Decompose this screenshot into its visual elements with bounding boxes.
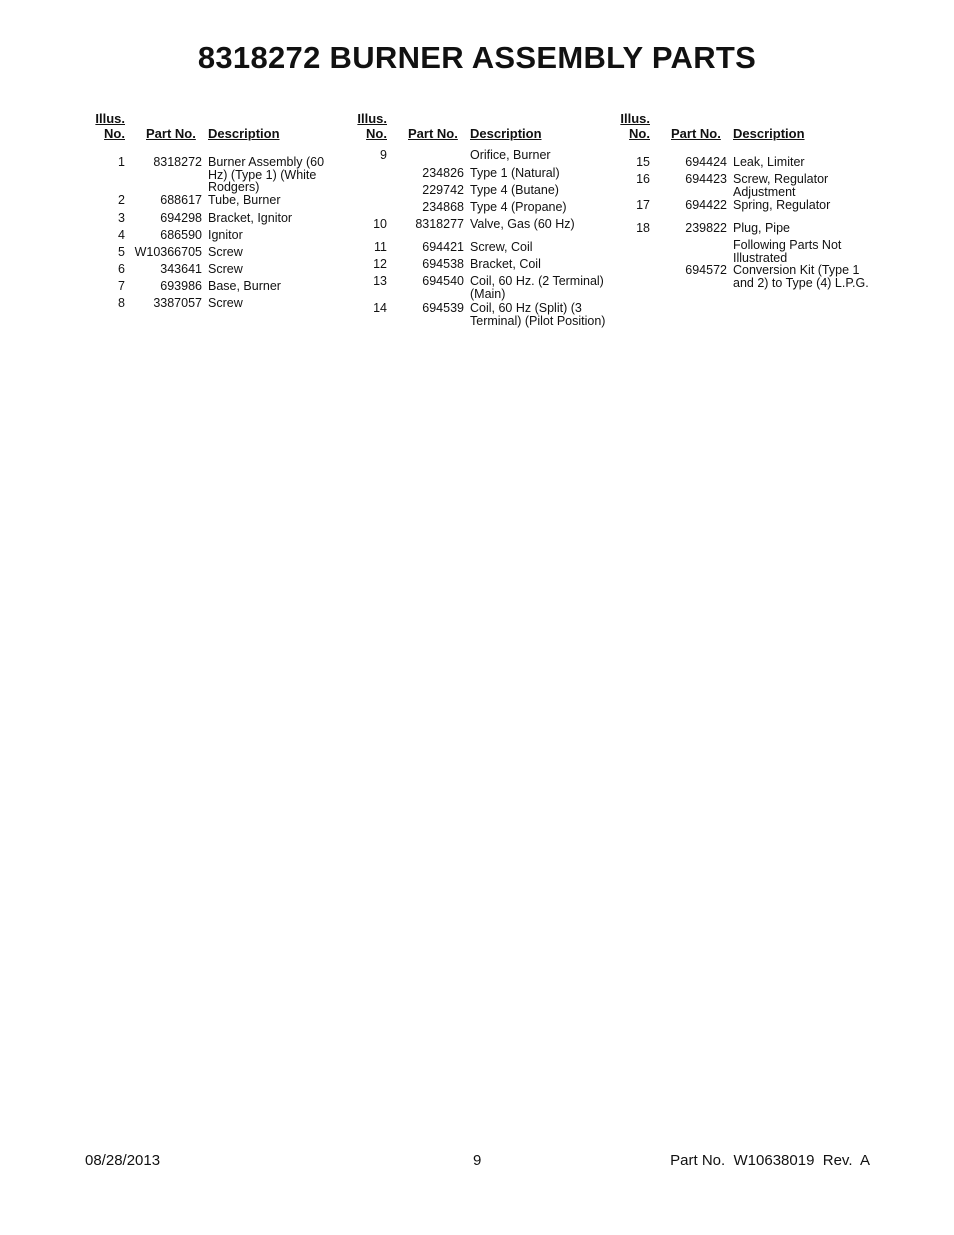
footer-page-number: 9 bbox=[473, 1152, 482, 1169]
part-description bbox=[470, 258, 604, 271]
header-illus-line2: No. bbox=[104, 126, 125, 141]
description-line: Type 4 (Propane) bbox=[470, 200, 567, 214]
part-description bbox=[208, 280, 342, 293]
description-line: Coil, 60 Hz. (2 Terminal) bbox=[470, 274, 604, 288]
part-number: 694540 bbox=[422, 274, 464, 288]
illus-number: 12 bbox=[373, 257, 387, 271]
part-description bbox=[208, 229, 342, 242]
part-description bbox=[733, 173, 867, 198]
description-line: Type 1 (Natural) bbox=[470, 166, 560, 180]
description-line: Conversion Kit (Type 1 bbox=[733, 263, 860, 277]
description-line: Leak, Limiter bbox=[733, 155, 805, 169]
description-line: Following Parts Not bbox=[733, 238, 842, 252]
part-description bbox=[470, 184, 604, 197]
part-number: 694538 bbox=[422, 257, 464, 271]
part-number: 688617 bbox=[160, 193, 202, 207]
description-line: Hz) (Type 1) (White bbox=[208, 167, 317, 182]
description-line: Terminal) (Pilot Position) bbox=[470, 313, 606, 328]
part-number: 693986 bbox=[160, 279, 202, 293]
description-line: Screw bbox=[208, 262, 243, 276]
part-description bbox=[470, 241, 604, 254]
illus-number: 7 bbox=[118, 279, 125, 293]
header-illus-line1: Illus. bbox=[357, 111, 387, 126]
description-line: (Main) bbox=[470, 286, 506, 301]
header-illus-no bbox=[92, 111, 125, 141]
part-number: 343641 bbox=[160, 262, 202, 276]
description-line: Screw, Regulator bbox=[733, 172, 829, 186]
header-illus-line1: Illus. bbox=[620, 111, 650, 126]
part-description bbox=[208, 246, 342, 259]
description-line: Coil, 60 Hz (Split) (3 bbox=[470, 301, 582, 315]
part-description bbox=[733, 239, 867, 264]
illus-number: 4 bbox=[118, 228, 125, 242]
illus-number: 11 bbox=[374, 240, 387, 254]
part-number: 694572 bbox=[685, 263, 727, 277]
part-description bbox=[470, 275, 604, 300]
part-number: 694422 bbox=[685, 198, 727, 212]
part-number: 694421 bbox=[422, 240, 464, 254]
illus-number: 16 bbox=[636, 172, 650, 186]
parts-column-3 bbox=[617, 111, 867, 341]
part-description bbox=[470, 201, 604, 214]
description-line: Screw bbox=[208, 296, 243, 310]
illus-number: 13 bbox=[373, 274, 387, 288]
illus-number: 15 bbox=[636, 155, 650, 169]
description-line: Screw bbox=[208, 245, 243, 259]
part-description bbox=[208, 212, 342, 225]
illus-number: 2 bbox=[118, 193, 125, 207]
part-description bbox=[470, 167, 604, 180]
header-illus-line2: No. bbox=[629, 126, 650, 141]
header-illus-line1: Illus. bbox=[95, 111, 125, 126]
description-line: Type 4 (Butane) bbox=[470, 183, 559, 197]
illus-number: 1 bbox=[118, 155, 125, 169]
description-line: Adjustment bbox=[733, 184, 796, 199]
part-number: 8318277 bbox=[415, 217, 464, 231]
parts-column-1 bbox=[92, 111, 342, 341]
header-description: Description bbox=[208, 126, 280, 141]
description-line: Orifice, Burner bbox=[470, 148, 551, 162]
part-description bbox=[733, 199, 867, 212]
header-part-no: Part No. bbox=[146, 126, 196, 141]
header-illus-no bbox=[354, 111, 387, 141]
description-line: Spring, Regulator bbox=[733, 198, 831, 212]
description-line: Screw, Coil bbox=[470, 240, 533, 254]
description-line: Base, Burner bbox=[208, 279, 281, 293]
part-number: 694539 bbox=[422, 301, 464, 315]
part-number: 694298 bbox=[160, 211, 202, 225]
illus-number: 3 bbox=[118, 211, 125, 225]
header-illus-line2: No. bbox=[366, 126, 387, 141]
part-number: W10366705 bbox=[134, 245, 202, 259]
page-title: 8318272 BURNER ASSEMBLY PARTS bbox=[197, 40, 757, 75]
part-number: 229742 bbox=[422, 183, 464, 197]
illus-number: 10 bbox=[373, 217, 387, 231]
description-line: Valve, Gas (60 Hz) bbox=[470, 217, 575, 231]
header-part-no: Part No. bbox=[408, 126, 458, 141]
illus-number: 17 bbox=[636, 198, 650, 212]
part-description bbox=[208, 297, 342, 310]
description-line: and 2) to Type (4) L.P.G. bbox=[733, 275, 869, 290]
part-number: 8318272 bbox=[153, 155, 202, 169]
description-line: Burner Assembly (60 bbox=[208, 155, 325, 169]
description-line: Rodgers) bbox=[208, 180, 260, 194]
parts-column-2 bbox=[354, 111, 604, 341]
description-line: Bracket, Coil bbox=[470, 257, 541, 271]
illus-number: 9 bbox=[380, 148, 387, 162]
illus-number: 6 bbox=[118, 262, 125, 276]
header-part-no: Part No. bbox=[671, 126, 721, 141]
footer-part-number: Part No. W10638019 Rev. A bbox=[670, 1152, 870, 1169]
part-number: 234868 bbox=[422, 200, 464, 214]
part-description bbox=[208, 263, 342, 276]
description-line: Plug, Pipe bbox=[733, 221, 790, 235]
part-description bbox=[470, 302, 604, 327]
part-number: 694424 bbox=[685, 155, 727, 169]
description-line: Tube, Burner bbox=[208, 193, 281, 207]
part-description bbox=[470, 149, 604, 162]
part-description bbox=[208, 156, 342, 194]
part-number: 239822 bbox=[685, 221, 727, 235]
header-description: Description bbox=[733, 126, 805, 141]
part-number: 694423 bbox=[685, 172, 727, 186]
description-line: Bracket, Ignitor bbox=[208, 211, 293, 225]
part-number: 234826 bbox=[422, 166, 464, 180]
part-number: 686590 bbox=[160, 228, 202, 242]
part-description bbox=[733, 222, 867, 235]
description-line: Illustrated bbox=[733, 250, 788, 265]
footer-date: 08/28/2013 bbox=[85, 1152, 161, 1169]
part-description bbox=[470, 218, 604, 231]
illus-number: 14 bbox=[373, 301, 387, 315]
illus-number: 18 bbox=[636, 221, 650, 235]
part-number: 3387057 bbox=[153, 296, 202, 310]
part-description bbox=[733, 156, 867, 169]
part-description bbox=[733, 264, 867, 289]
illus-number: 5 bbox=[118, 245, 125, 259]
description-line: Ignitor bbox=[208, 228, 243, 242]
illus-number: 8 bbox=[118, 296, 125, 310]
header-illus-no bbox=[617, 111, 650, 141]
part-description bbox=[208, 194, 342, 207]
header-description: Description bbox=[470, 126, 542, 141]
